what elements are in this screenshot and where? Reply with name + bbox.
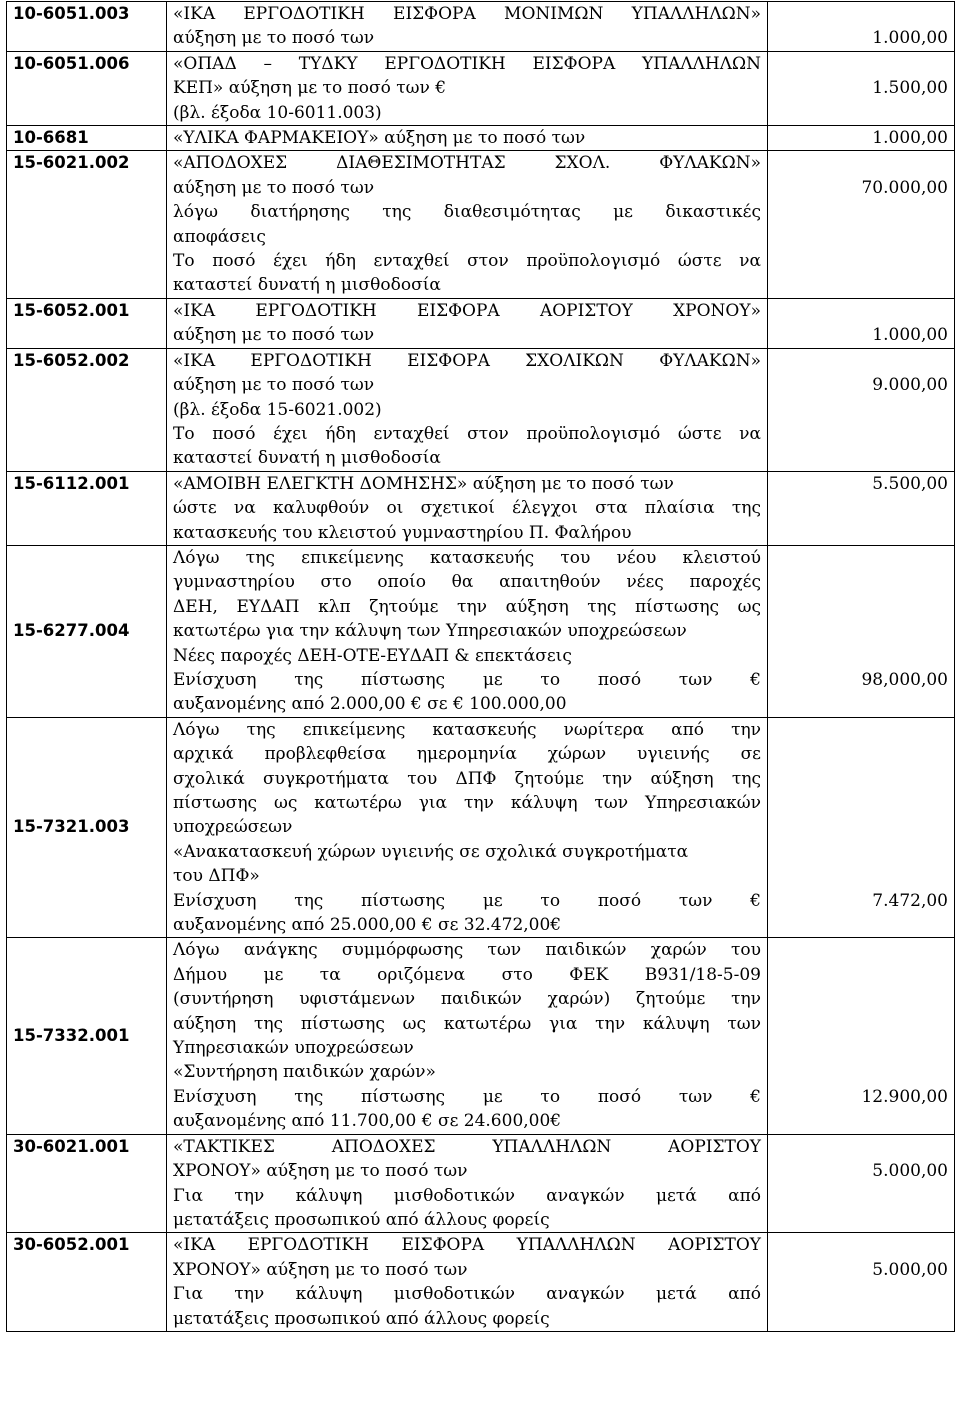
description-cell <box>167 348 768 471</box>
description-cell <box>167 2 768 52</box>
description-line: του ΔΠΦ» <box>173 866 260 887</box>
amount: 1.000,00 <box>872 128 948 149</box>
amount: 1.500,00 <box>872 78 948 99</box>
description-line: (συντήρηση υφιστάμενων παιδικών χαρών) ζητούμε την <box>173 989 761 1010</box>
amount-cell <box>768 1134 955 1233</box>
description-line: «ΙΚΑ ΕΡΓΟΔΟΤΙΚΗ ΕΙΣΦΟΡΑ ΑΟΡΙΣΤΟΥ ΧΡΟΝΟΥ» <box>173 300 761 321</box>
description-line: Ενίσχυση της πίστωσης με το ποσό των € <box>173 1086 761 1107</box>
amount: 9.000,00 <box>872 375 948 396</box>
description-line: αύξηση της πίστωσης ως κατωτέρω για την κάλυψη των <box>173 1013 761 1034</box>
budget-row <box>7 938 955 1134</box>
description-line: ΚΕΠ» αύξηση με το ποσό των € <box>173 78 447 99</box>
amount-cell <box>768 471 955 545</box>
account-code: 15-6277.004 <box>7 545 167 717</box>
description-line: «ΙΚΑ ΕΡΓΟΔΟΤΙΚΗ ΕΙΣΦΟΡΑ ΣΧΟΛΙΚΩΝ ΦΥΛΑΚΩΝ» <box>173 350 761 371</box>
description-line: Δήμου με τα οριζόμενα στο ΦΕΚ Β931/18-5-09 <box>173 964 761 985</box>
budget-table <box>6 1 955 1332</box>
description-line: αυξανομένης από 11.700,00 € σε 24.600,00€ <box>173 1111 562 1132</box>
description-line: σχολικά συγκροτήματα του ΔΠΦ ζητούμε την αύξηση της <box>173 768 761 789</box>
description-line: «Συντήρηση παιδικών χαρών» <box>173 1062 436 1083</box>
description-line: «ΙΚΑ ΕΡΓΟΔΟΤΙΚΗ ΕΙΣΦΟΡΑ ΥΠΑΛΛΗΛΩΝ ΑΟΡΙΣΤΟΥ <box>173 1235 761 1256</box>
description-line: ΧΡΟΝΟΥ» αύξηση με το ποσό των <box>173 1259 468 1280</box>
account-code: 15-6052.001 <box>7 298 167 348</box>
description-line: μετατάξεις προσωπικού από άλλους φορείς <box>173 1209 550 1230</box>
account-code: 30-6021.001 <box>7 1134 167 1233</box>
description-line: πίστωσης ως κατωτέρω για την κάλυψη των Υπηρεσιακών <box>173 793 761 813</box>
description-line: Νέες παροχές ΔΕΗ-ΟΤΕ-ΕΥΔΑΠ & επεκτάσεις <box>173 645 572 666</box>
amount: 70.000,00 <box>861 177 948 198</box>
budget-row <box>7 126 955 151</box>
budget-row <box>7 51 955 125</box>
description-line: Λόγω της επικείμενης κατασκευής του νέου κλειστού <box>173 547 761 568</box>
amount-cell <box>768 545 955 717</box>
description-line: γυμναστηρίου στο οποίο θα απαιτηθούν νέες παροχές <box>173 572 761 593</box>
description-line: λόγω διατήρησης της διαθεσιμότητας με δικαστικές <box>173 202 761 223</box>
description-line: αύξηση με το ποσό των <box>173 375 375 396</box>
amount-cell <box>768 348 955 471</box>
budget-row <box>7 298 955 348</box>
budget-row <box>7 348 955 471</box>
description-line: κατωτέρω για την κάλυψη των Υπηρεσιακών υποχρεώσεων <box>173 621 687 642</box>
amount: 1.000,00 <box>872 325 948 346</box>
amount: 7.472,00 <box>872 890 948 911</box>
budget-row <box>7 1233 955 1332</box>
account-code: 30-6052.001 <box>7 1233 167 1332</box>
description-cell <box>167 151 768 298</box>
description-line: Το ποσό έχει ήδη ενταχθεί στον προϋπολογισμό ώστε να <box>173 423 761 444</box>
account-code: 15-7321.003 <box>7 717 167 938</box>
description-line: καταστεί δυνατή η μισθοδοσία <box>173 448 441 469</box>
account-code: 10-6681 <box>7 126 167 151</box>
description-cell <box>167 1233 768 1332</box>
amount: 98,000,00 <box>861 669 948 690</box>
description-line: αύξηση με το ποσό των <box>173 177 375 198</box>
budget-row <box>7 471 955 545</box>
amount-cell <box>768 51 955 125</box>
description-line: ώστε να καλυφθούν οι σχετικοί έλεγχοι στα πλαίσια της <box>173 498 761 519</box>
account-code: 15-7332.001 <box>7 938 167 1134</box>
description-line: «Ανακατασκευή χώρων υγιεινής σε σχολικά συγκροτήματα <box>173 841 689 862</box>
description-cell <box>167 938 768 1134</box>
description-cell <box>167 51 768 125</box>
description-line: «ΥΛΙΚΑ ΦΑΡΜΑΚΕΙΟΥ» αύξηση με το ποσό των <box>173 128 586 149</box>
description-line: «ΙΚΑ ΕΡΓΟΔΟΤΙΚΗ ΕΙΣΦΟΡΑ ΜΟΝΙΜΩΝ ΥΠΑΛΛΗΛΩΝ» <box>173 4 761 24</box>
amount: 5.000,00 <box>872 1161 948 1182</box>
amount-cell <box>768 717 955 938</box>
description-line: αρχικά προβλεφθείσα ημερομηνία χώρων υγιεινής σε <box>173 744 761 765</box>
amount-cell <box>768 2 955 52</box>
budget-row <box>7 545 955 717</box>
budget-row <box>7 1134 955 1233</box>
description-line: κατασκευής του κλειστού γυμναστηρίου Π. Φαλήρου <box>173 522 632 543</box>
description-line: «ΑΠΟΔΟΧΕΣ ΔΙΑΘΕΣΙΜΟΤΗΤΑΣ ΣΧΟΛ. ΦΥΛΑΚΩΝ» <box>173 153 761 174</box>
account-code: 10-6051.006 <box>7 51 167 125</box>
description-line: μετατάξεις προσωπικού από άλλους φορείς <box>173 1308 550 1329</box>
description-line: καταστεί δυνατή η μισθοδοσία <box>173 275 441 296</box>
description-line: Υπηρεσιακών υποχρεώσεων <box>173 1038 414 1059</box>
description-line: υποχρεώσεων <box>173 817 293 838</box>
description-cell <box>167 545 768 717</box>
description-line: αποφάσεις <box>173 226 266 247</box>
description-cell <box>167 298 768 348</box>
description-line: «ΟΠΑΔ – ΤΥΔΚΥ ΕΡΓΟΔΟΤΙΚΗ ΕΙΣΦΟΡΑ ΥΠΑΛΛΗΛΩΝ <box>173 53 761 74</box>
description-line: αύξηση με το ποσό των <box>173 28 375 49</box>
amount-cell <box>768 1233 955 1332</box>
description-line: Για την κάλυψη μισθοδοτικών αναγκών μετά από <box>173 1284 761 1305</box>
amount-cell <box>768 151 955 298</box>
description-cell <box>167 717 768 938</box>
description-line: αυξανομένης από 25.000,00 € σε 32.472,00€ <box>173 915 562 936</box>
account-code: 10-6051.003 <box>7 2 167 52</box>
budget-row <box>7 717 955 938</box>
description-line: ΔΕΗ, ΕΥΔΑΠ κλπ ζητούμε την αύξηση της πίστωσης ως <box>173 596 761 617</box>
amount: 1.000,00 <box>872 28 948 49</box>
description-line: «ΑΜΟΙΒΗ ΕΛΕΓΚΤΗ ΔΟΜΗΣΗΣ» αύξηση με το ποσό των <box>173 473 674 494</box>
description-line: Το ποσό έχει ήδη ενταχθεί στον προϋπολογισμό ώστε να <box>173 251 761 272</box>
account-code: 15-6112.001 <box>7 471 167 545</box>
amount: 5.000,00 <box>872 1259 948 1280</box>
description-line: (βλ. έξοδα 10-6011.003) <box>173 102 382 123</box>
budget-row <box>7 2 955 52</box>
amount-cell <box>768 126 955 151</box>
amount-cell <box>768 938 955 1134</box>
description-line: Για την κάλυψη μισθοδοτικών αναγκών μετά από <box>173 1185 761 1206</box>
description-line: «ΤΑΚΤΙΚΕΣ ΑΠΟΔΟΧΕΣ ΥΠΑΛΛΗΛΩΝ ΑΟΡΙΣΤΟΥ <box>173 1136 761 1157</box>
description-line: Λόγω ανάγκης συμμόρφωσης των παιδικών χαρών του <box>173 940 761 961</box>
account-code: 15-6021.002 <box>7 151 167 298</box>
budget-row <box>7 151 955 298</box>
description-line: (βλ. έξοδα 15-6021.002) <box>173 399 382 420</box>
description-line: Λόγω της επικείμενης κατασκευής νωρίτερα από την <box>173 719 761 740</box>
description-line: αυξανομένης από 2.000,00 € σε € 100.000,00 <box>173 694 567 715</box>
description-cell <box>167 1134 768 1233</box>
amount: 12.900,00 <box>861 1086 948 1107</box>
amount-cell <box>768 298 955 348</box>
description-line: Ενίσχυση της πίστωσης με το ποσό των € <box>173 890 761 911</box>
description-cell <box>167 471 768 545</box>
account-code: 15-6052.002 <box>7 348 167 471</box>
description-line: ΧΡΟΝΟΥ» αύξηση με το ποσό των <box>173 1161 468 1182</box>
description-line: αύξηση με το ποσό των <box>173 325 375 346</box>
description-line: Ενίσχυση της πίστωσης με το ποσό των € <box>173 669 761 690</box>
amount: 5.500,00 <box>872 473 948 494</box>
description-cell <box>167 126 768 151</box>
